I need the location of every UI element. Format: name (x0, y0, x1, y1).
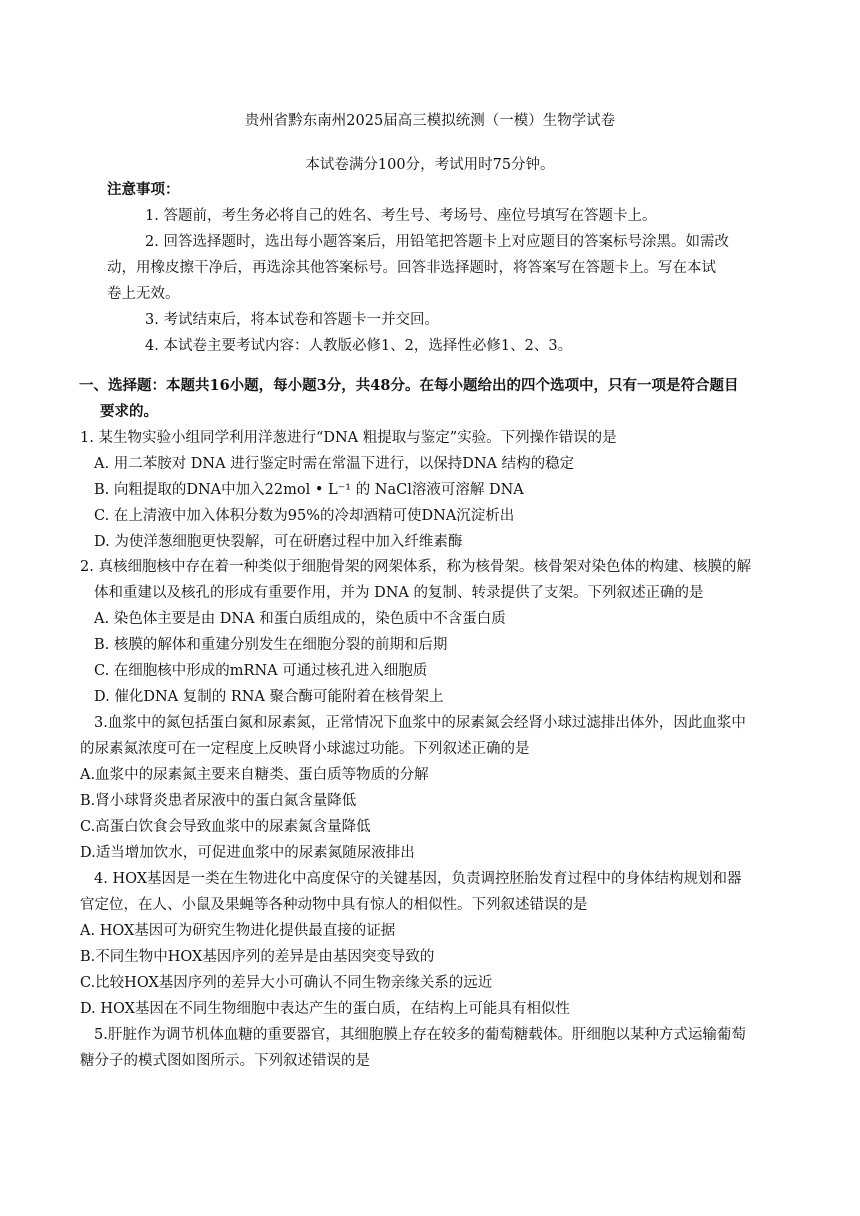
note-2-line-1: 2. 回答选择题时，选出每小题答案后，用铅笔把答题卡上对应题目的答案标号涂黑。如需改 (145, 234, 729, 250)
exam-subtitle: 本试卷满分100分，考试用时75分钟。 (305, 157, 555, 173)
question-1-stem: 1. 某生物实验小组同学利用洋葱进行“DNA 粗提取与鉴定”实验。下列操作错误的是 (80, 430, 617, 446)
question-3-stem-line-2: 的尿素氮浓度可在一定程度上反映肾小球滤过功能。下列叙述正确的是 (80, 741, 530, 757)
question-3-stem-line-1: 3.血浆中的氮包括蛋白氮和尿素氮，正常情况下血浆中的尿素氮会经肾小球过滤排出体外，因此血浆中 (94, 715, 746, 731)
section-1-heading: 一、选择题：本题共16小题，每小题3分，共48分。在每小题给出的四个选项中，只有一项是符合题目 (79, 377, 739, 394)
question-1-option-c: C. 在上清液中加入体积分数为95%的冷却酒精可使DNA沉淀析出 (94, 508, 515, 524)
question-4-option-d: D. HOX基因在不同生物细胞中表达产生的蛋白质，在结构上可能具有相似性 (80, 1001, 570, 1017)
question-2-option-d: D. 催化DNA 复制的 RNA 聚合酶可能附着在核骨架上 (94, 689, 444, 705)
question-4-option-b: B.不同生物中HOX基因序列的差异是由基因突变导致的 (80, 949, 435, 965)
question-4-stem-line-2: 官定位，在人、小鼠及果蝇等各种动物中具有惊人的相似性。下列叙述错误的是 (80, 897, 588, 913)
notes-heading: 注意事项： (107, 181, 180, 198)
note-1: 1. 答题前，考生务必将自己的姓名、考生号、考场号、座位号填写在答题卡上。 (145, 208, 657, 224)
question-3-option-b: B.肾小球肾炎患者尿液中的蛋白氮含量降低 (80, 793, 357, 809)
question-4-option-a: A. HOX基因可为研究生物进化提供最直接的证据 (80, 923, 396, 939)
question-1-option-d: D. 为使洋葱细胞更快裂解，可在研磨过程中加入纤维素酶 (94, 534, 463, 550)
question-4-option-c: C.比较HOX基因序列的差异大小可确认不同生物亲缘关系的远近 (80, 975, 493, 991)
question-2-option-c: C. 在细胞核中形成的mRNA 可通过核孔进入细胞质 (94, 663, 428, 679)
question-3-option-c: C.高蛋白饮食会导致血浆中的尿素氮含量降低 (80, 819, 371, 835)
question-2-stem-line-2: 体和重建以及核孔的形成有重要作用，并为 DNA 的复制、转录提供了支架。下列叙述正确的是 (94, 585, 704, 601)
question-2-option-b: B. 核膜的解体和重建分别发生在细胞分裂的前期和后期 (94, 637, 448, 653)
question-1-option-b: B. 向粗提取的DNA中加入22mol • L⁻¹ 的 NaCl溶液可溶解 DNA (94, 482, 524, 498)
note-3: 3. 考试结束后，将本试卷和答题卡一并交回。 (145, 312, 439, 328)
question-2-option-a: A. 染色体主要是由 DNA 和蛋白质组成的，染色质中不含蛋白质 (94, 611, 506, 627)
question-3-option-d: D.适当增加饮水，可促进血浆中的尿素氮随尿液排出 (80, 845, 415, 861)
section-1-heading-cont: 要求的。 (100, 403, 158, 420)
question-3-option-a: A.血浆中的尿素氮主要来自糖类、蛋白质等物质的分解 (80, 767, 429, 783)
question-5-stem-line-1: 5.肝脏作为调节机体血糖的重要器官，其细胞膜上存在较多的葡萄糖载体。肝细胞以某种方式运输葡萄 (94, 1027, 746, 1043)
question-2-stem-line-1: 2. 真核细胞核中存在着一种类似于细胞骨架的网架体系，称为核骨架。核骨架对染色体的构建、核膜的解 (80, 559, 751, 575)
question-4-stem-line-1: 4. HOX基因是一类在生物进化中高度保守的关键基因，负责调控胚胎发育过程中的身体结构规划和器 (94, 871, 742, 887)
note-2-line-2: 动，用橡皮擦干净后，再选涂其他答案标号。回答非选择题时，将答案写在答题卡上。写在本试 (107, 260, 716, 276)
question-5-stem-line-2: 糖分子的模式图如图所示。下列叙述错误的是 (80, 1053, 370, 1069)
question-1-option-a: A. 用二苯胺对 DNA 进行鉴定时需在常温下进行，以保持DNA 结构的稳定 (94, 456, 575, 472)
note-2-line-3: 卷上无效。 (107, 286, 180, 302)
note-4: 4. 本试卷主要考试内容：人教版必修1、2，选择性必修1、2、3。 (145, 338, 573, 354)
exam-title: 贵州省黔东南州2025届高三模拟统测（一模）生物学试卷 (244, 113, 616, 129)
